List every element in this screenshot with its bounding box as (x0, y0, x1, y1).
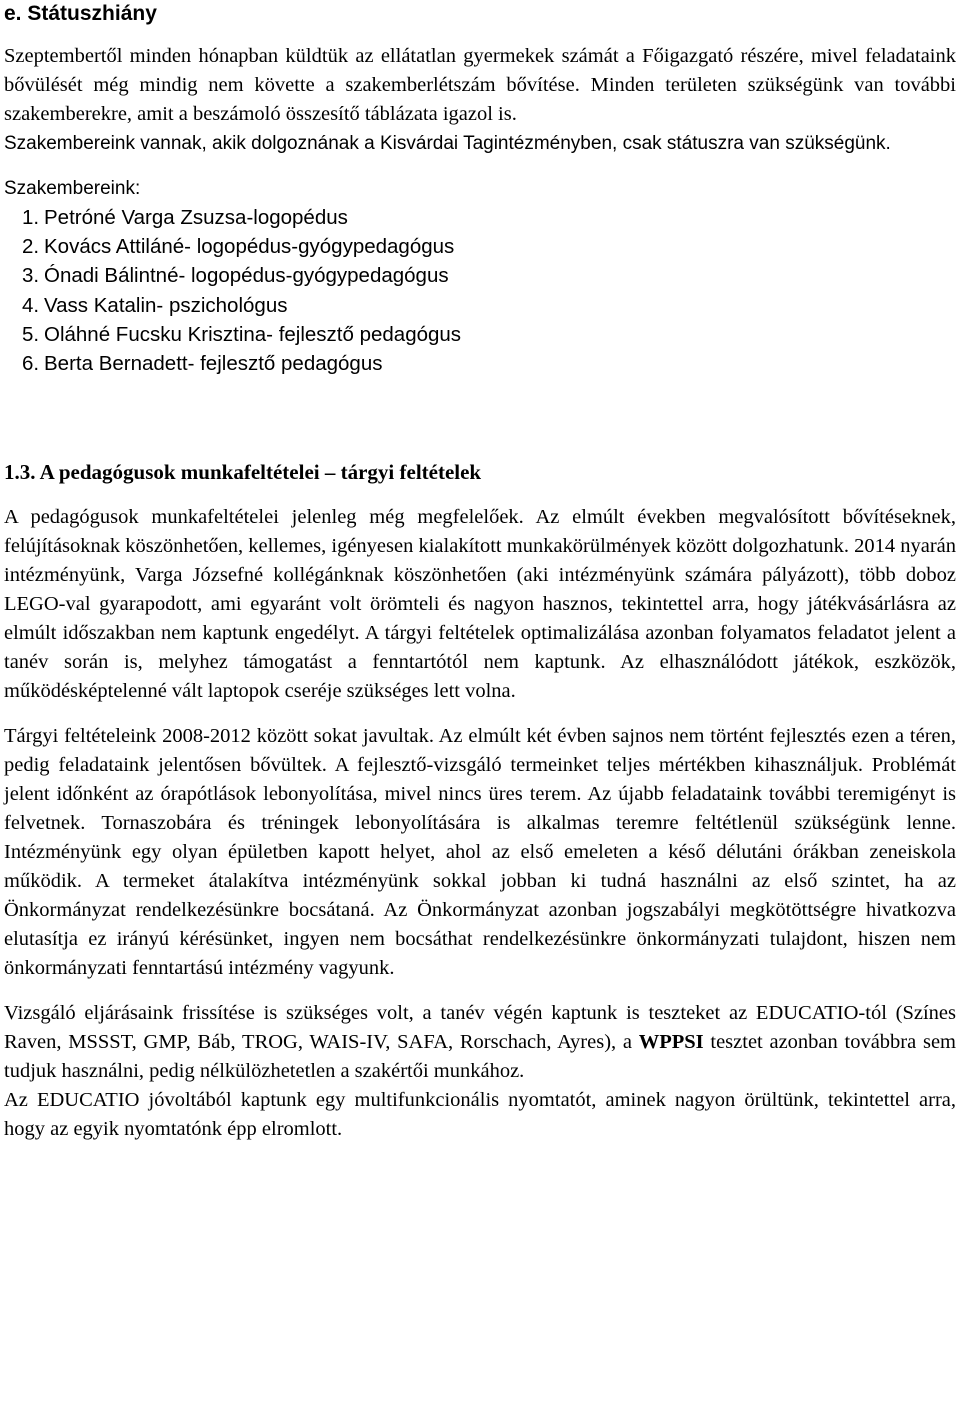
staff-name: Ónadi Bálintné- logopédus-gyógypedagógus (44, 264, 449, 288)
staff-name: Vass Katalin- pszichológus (44, 293, 288, 317)
list-number: 6. (22, 352, 40, 376)
staff-list-label: Szakembereink: (4, 178, 141, 199)
staff-name: Kovács Attiláné- logopédus-gyógypedagógus (44, 235, 455, 259)
section-1-3-paragraph-2: Tárgyi feltételeink 2008-2012 között sokat javultak. Az elmúlt két évben sajnos nem történt fejlesztés ezen a téren, pedig feladataink jelentősen bővültek. A fejlesztő-vizsgáló termeinket teljes mértékben kihasználjuk. Problémát jelent időnként az órapótlások lebonyolítása, mivel nincs üres terem. Az újabb feladataink további teremigényt is felvetnek. Tornaszobára és tréningek lebonyolítására is alkalmas teremre feltétlenül szükségünk lenne. Intézményünk egy olyan épületben kapott helyet, ahol az első emeleten a késő délutáni órákban zeneiskola működik. A termeket átalakítva intézményünk sokkal jobban ki tudná használni az első szintet, ha az Önkormányzat rendelkezésünkre bocsátaná. Az Önkormányzat azonban jogszabályi megkötöttségre hivatkozva elutasítja ez irányú kérésünket, ingyen nem bocsáthat rendelkezésünkre önkormányzati tulajdont, hiszen nem önkormányzati fenntartású intézmény vagyunk. (4, 725, 956, 980)
list-number: 2. (22, 235, 40, 259)
staff-list-item (4, 232, 956, 261)
section-1-3-title: 1.3. A pedagógusok munkafeltételei – tárgyi feltételek (4, 460, 482, 485)
list-number: 1. (22, 206, 40, 229)
staff-list-item (4, 291, 956, 320)
list-number: 5. (22, 322, 40, 346)
staff-name: Oláhné Fucsku Krisztina- fejlesztő pedagógus (44, 322, 462, 346)
staff-list-item (4, 261, 956, 290)
section-e-title: e. Státuszhiány (4, 2, 157, 25)
staff-list-item (4, 349, 956, 378)
staff-name: Petróné Varga Zsuzsa-logopédus (44, 206, 348, 229)
paragraph-3-text-end: tesztet azonban továbbra sem tudjuk használni, pedig nélkülözhetetlen a szakértői munkához. (4, 1031, 956, 1083)
staff-list (4, 203, 956, 378)
section-1-3-paragraph-4: Az EDUCATIO jóvoltából kaptunk egy multifunkcionális nyomtatót, aminek nagyon örültünk, tekintettel arra, hogy az egyik nyomtatónk épp elromlott. (4, 1089, 956, 1141)
document-page (4, 0, 956, 1144)
section-1-3-paragraph-3 (4, 999, 956, 1086)
list-number: 3. (22, 264, 40, 288)
staff-name: Berta Bernadett- fejlesztő pedagógus (44, 352, 383, 376)
staff-list-item (4, 203, 956, 232)
section-e-paragraph-2: Szakembereink vannak, akik dolgoznának a Kisvárdai Tagintézményben, csak státuszra van szükségünk. (4, 133, 891, 154)
wppsi-bold-text: WPPSI (638, 1031, 704, 1054)
paragraph-3-text-start: Vizsgáló eljárásaink frissítése is szükséges volt, a tanév végén kaptunk is teszteket az EDUCATIO-tól (Színes Raven, MSSST, GMP, Báb, TROG, WAIS-IV, SAFA, Rorschach, Ayres), a (4, 1002, 956, 1054)
staff-list-item (4, 320, 956, 349)
section-1-3-paragraph-1: A pedagógusok munkafeltételei jelenleg még megfelelőek. Az elmúlt években megvalósított bővítéseknek, felújításoknak köszönhetően, kellemes, igényesen kialakított munkakörülmények között dolgozhatunk. 2014 nyarán intézményünk, Varga Józsefné kollégánknak köszönhetően (aki intézményünk számára pályázott), több doboz LEGO-val gyarapodott, ami egyaránt volt örömteli és nagyon hasznos, tekintettel arra, hogy játékvásárlásra az elmúlt időszakban nem kaptunk engedélyt. A tárgyi feltételek optimalizálása azonban folyamatos feladatot jelent a tanév során is, melyhez támogatást a fenntartótól nem kaptunk. Az elhasználódott játékok, eszközök, működésképtelenné vált laptopok cseréje szükséges lett volna. (4, 506, 956, 703)
section-e-paragraph-1: Szeptembertől minden hónapban küldtük az ellátatlan gyermekek számát a Főigazgató részére, mivel feladataink bővülését még mindig nem követte a szakemberlétszám bővítése. Minden területen szükségünk van további szakemberekre, amit a beszámoló összesítő táblázata igazol is. (4, 45, 956, 125)
list-number: 4. (22, 293, 40, 317)
